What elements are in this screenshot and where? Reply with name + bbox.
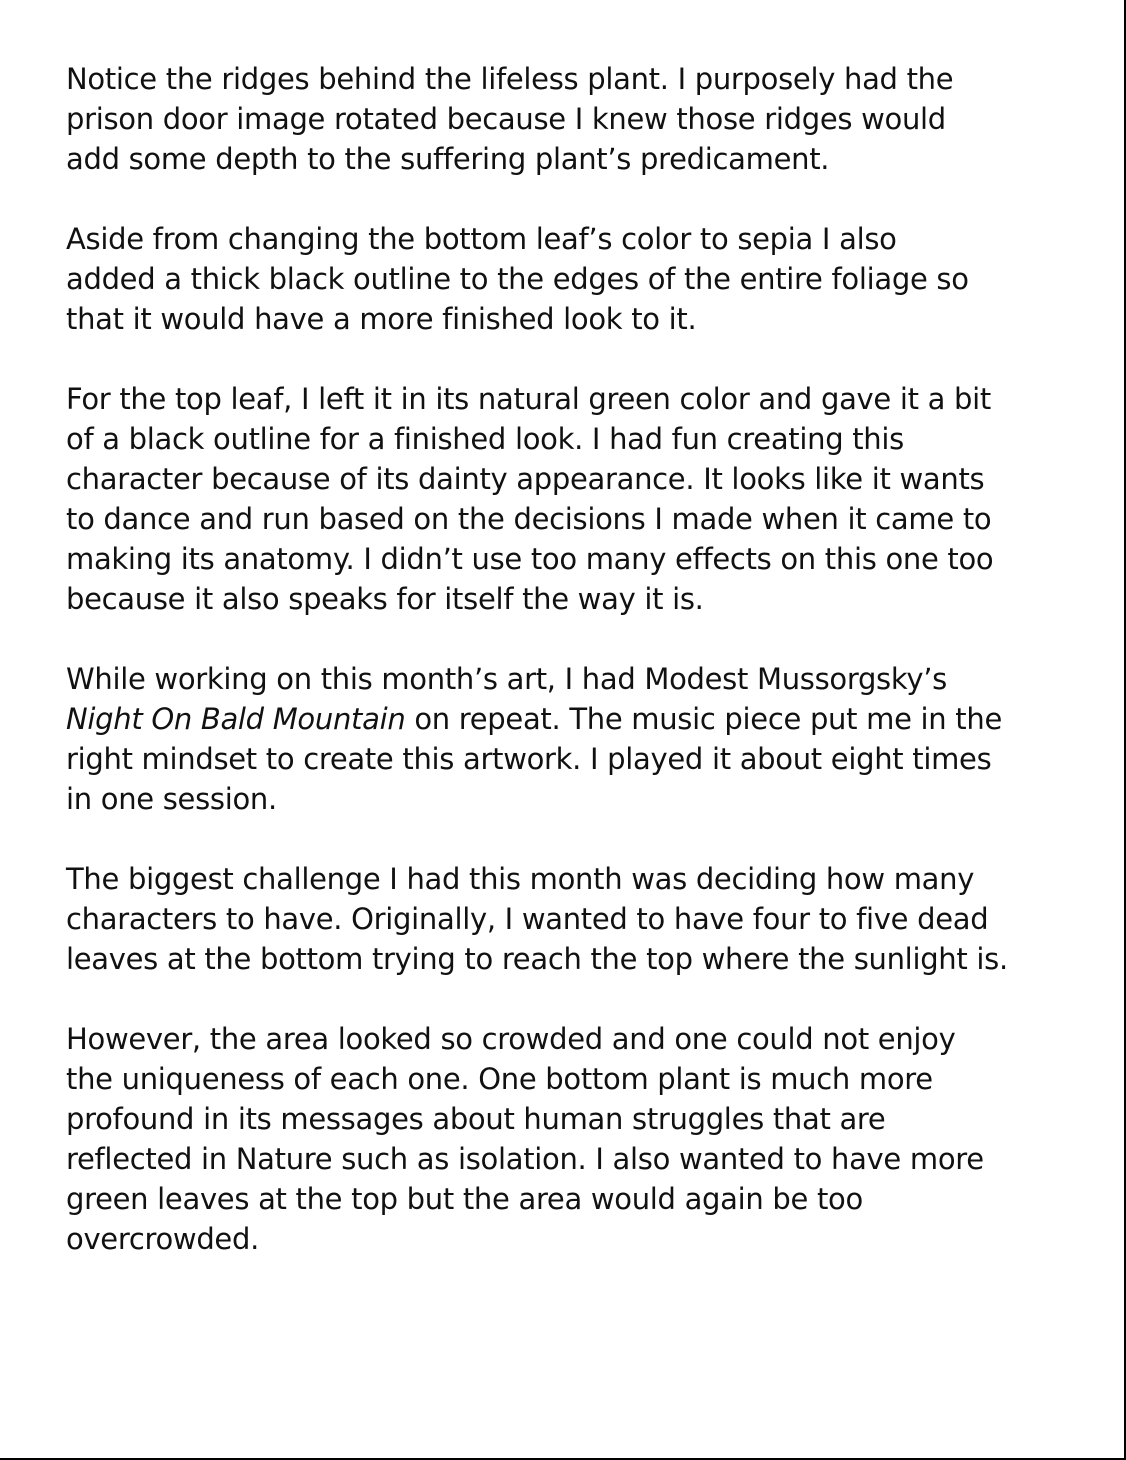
text-line: added a thick black outline to the edges of the entire foliage so [66, 262, 969, 296]
paragraph-top-leaf [66, 379, 1066, 619]
text-line: to dance and run based on the decisions I made when it came to [66, 502, 992, 536]
text-line: the uniqueness of each one. One bottom plant is much more [66, 1062, 933, 1096]
paragraph-sepia [66, 219, 1066, 339]
paragraph-ridges [66, 59, 1066, 179]
text-line: making its anatomy. I didn’t use too many effects on this one too [66, 542, 994, 576]
text-line: of a black outline for a finished look. I had fun creating this [66, 422, 904, 456]
text-line: character because of its dainty appearance. It looks like it wants [66, 462, 985, 496]
paragraph-challenge [66, 859, 1066, 979]
paragraph-crowded [66, 1019, 1066, 1259]
text-line: profound in its messages about human struggles that are [66, 1102, 886, 1136]
document-body [66, 59, 1066, 1299]
text-line: right mindset to create this artwork. I played it about eight times [66, 742, 992, 776]
text-line: While working on this month’s art, I had Modest Mussorgsky’s [66, 662, 947, 696]
text-line: characters to have. Originally, I wanted to have four to five dead [66, 902, 989, 936]
text-line: prison door image rotated because I knew those ridges would [66, 102, 946, 136]
text-line-rest: on repeat. The music piece put me in the [405, 702, 1002, 736]
paragraph-music [66, 659, 1066, 819]
text-line-with-title [66, 699, 1066, 739]
text-line: that it would have a more finished look to it. [66, 302, 697, 336]
text-line: reflected in Nature such as isolation. I also wanted to have more [66, 1142, 984, 1176]
music-title: Night On Bald Mountain [66, 702, 406, 736]
text-line: leaves at the bottom trying to reach the top where the sunlight is. [66, 942, 1008, 976]
text-line: Notice the ridges behind the lifeless plant. I purposely had the [66, 62, 954, 96]
text-line: However, the area looked so crowded and one could not enjoy [66, 1022, 956, 1056]
text-line: The biggest challenge I had this month was deciding how many [66, 862, 975, 896]
text-line: in one session. [66, 782, 277, 816]
text-line: add some depth to the suffering plant’s predicament. [66, 142, 830, 176]
text-line: Aside from changing the bottom leaf’s color to sepia I also [66, 222, 897, 256]
text-line: green leaves at the top but the area would again be too [66, 1182, 863, 1216]
text-line: because it also speaks for itself the way it is. [66, 582, 704, 616]
text-line: For the top leaf, I left it in its natural green color and gave it a bit [66, 382, 991, 416]
text-line: overcrowded. [66, 1222, 259, 1256]
